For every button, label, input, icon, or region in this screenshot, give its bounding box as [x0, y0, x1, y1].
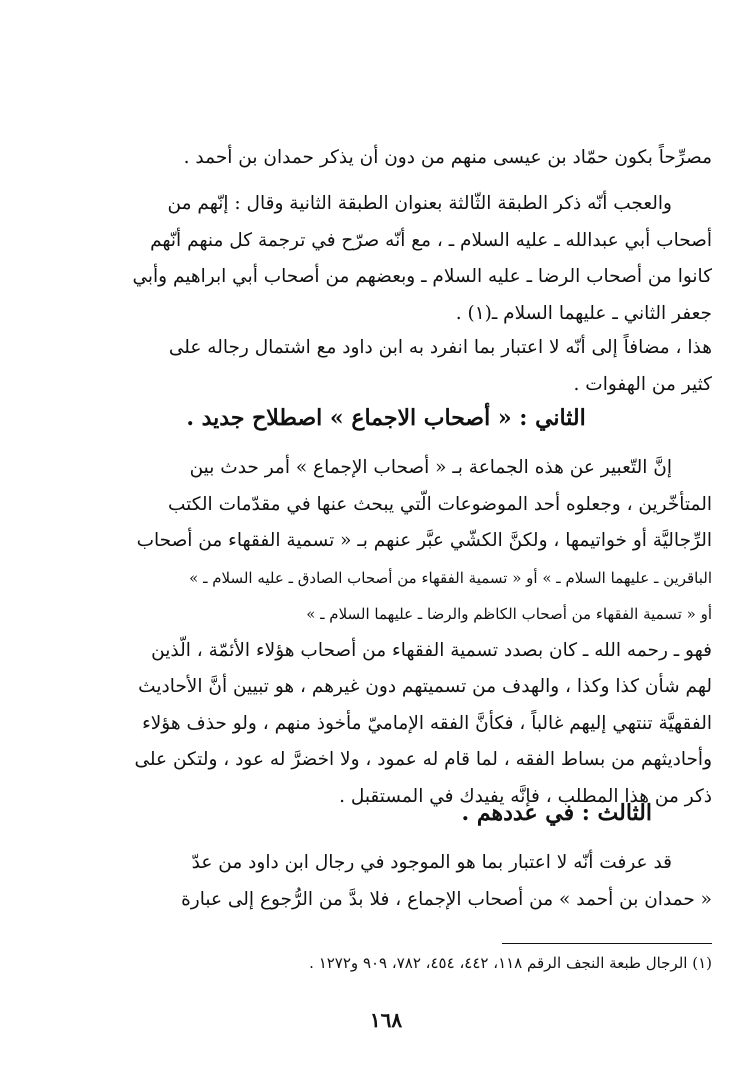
book-page: [60, 0, 712, 1092]
footnote: (١) الرجال طبعة النجف الرقم ١١٨، ٤٤٢، ٤٥٤، ٧٨٢، ٩٠٩ و١٢٧٢ .: [309, 954, 712, 972]
text-line: كانوا من أصحاب الرضا ـ عليه السلام ـ وبعضهم من أصحاب أبي ابراهيم وأبي: [132, 266, 712, 287]
text-line: « حمدان بن أحمد » من أصحاب الإجماع ، فلا بدَّ من الرُّجوع إلى عبارة: [181, 888, 712, 910]
text-line: أصحاب أبي عبدالله ـ عليه السلام ـ ، مع أنّه صرّح في ترجمة كل منهم أنّهم: [150, 229, 712, 251]
paragraph-4: [60, 450, 712, 815]
text-line: مصرِّحاً بكون حمّاد بن عيسى منهم من دون أن يذكر حمدان بن أحمد .: [183, 147, 712, 168]
section-heading-third: الثالث : في عددهم .: [461, 800, 652, 826]
paragraph-5: [60, 845, 712, 918]
text-line: المتأخّرين ، وجعلوه أحد الموضوعات الّتي يبحث عنها في مقدّمات الكتب: [167, 493, 712, 515]
text-line: الباقرين ـ عليهما السلام ـ » أو « تسمية الفقهاء من أصحاب الصادق ـ عليه السلام ـ »: [189, 568, 712, 587]
text-line: جعفر الثاني ـ عليهما السلام ـ(١) .: [455, 302, 712, 324]
section-heading-second: الثاني : « أصحاب الاجماع » اصطلاح جديد .: [186, 405, 586, 431]
text-line: الفقهيَّة تنتهي إليهم غالباً ، فكأنَّ الفقه الإماميّ مأخوذ منهم ، ولو حذف هؤلاء: [142, 712, 712, 734]
footnote-divider: [502, 943, 712, 944]
text-line: والعجب أنّه ذكر الطبقة الثّالثة بعنوان الطبقة الثانية وقال : إنّهم من: [167, 193, 672, 214]
text-line: كثير من الهفوات .: [573, 373, 712, 395]
paragraph-3: [60, 330, 712, 403]
page-number: ١٦٨: [369, 1008, 403, 1032]
text-line: الرِّجاليَّة أو خواتيمها ، ولكنَّ الكشّي عبَّر عنهم بـ « تسمية الفقهاء من أصحاب: [136, 530, 712, 551]
text-line: هذا ، مضافاً إلى أنّه لا اعتبار بما انفرد به ابن داود مع اشتمال رجاله على: [168, 337, 712, 358]
text-line: وأحاديثهم من بساط الفقه ، لما قام له عمود ، ولا اخضرَّ له عود ، ولتكن على: [134, 749, 712, 770]
text-line: إنَّ التّعبير عن هذه الجماعة بـ « أصحاب الإجماع » أمر حدث بين: [189, 457, 672, 478]
text-line: قد عرفت أنّه لا اعتبار بما هو الموجود في رجال ابن داود من عدّ: [191, 852, 672, 873]
text-line: لهم شأن كذا وكذا ، والهدف من تسميتهم دون غيرهم ، هو تبيين أنَّ الأحاديث: [138, 676, 712, 697]
text-line: ذكر من هذا المطلب ، فإنَّه يفيدك في المستقبل .: [339, 785, 712, 807]
text-line: فهو ـ رحمه الله ـ كان بصدد تسمية الفقهاء من أصحاب هؤلاء الأئمّة ، الّذين: [151, 639, 712, 661]
text-line: أو « تسمية الفقهاء من أصحاب الكاظم والرضا ـ عليهما السلام ـ »: [306, 605, 712, 623]
paragraph-1: [60, 140, 712, 177]
paragraph-2: [60, 186, 712, 332]
